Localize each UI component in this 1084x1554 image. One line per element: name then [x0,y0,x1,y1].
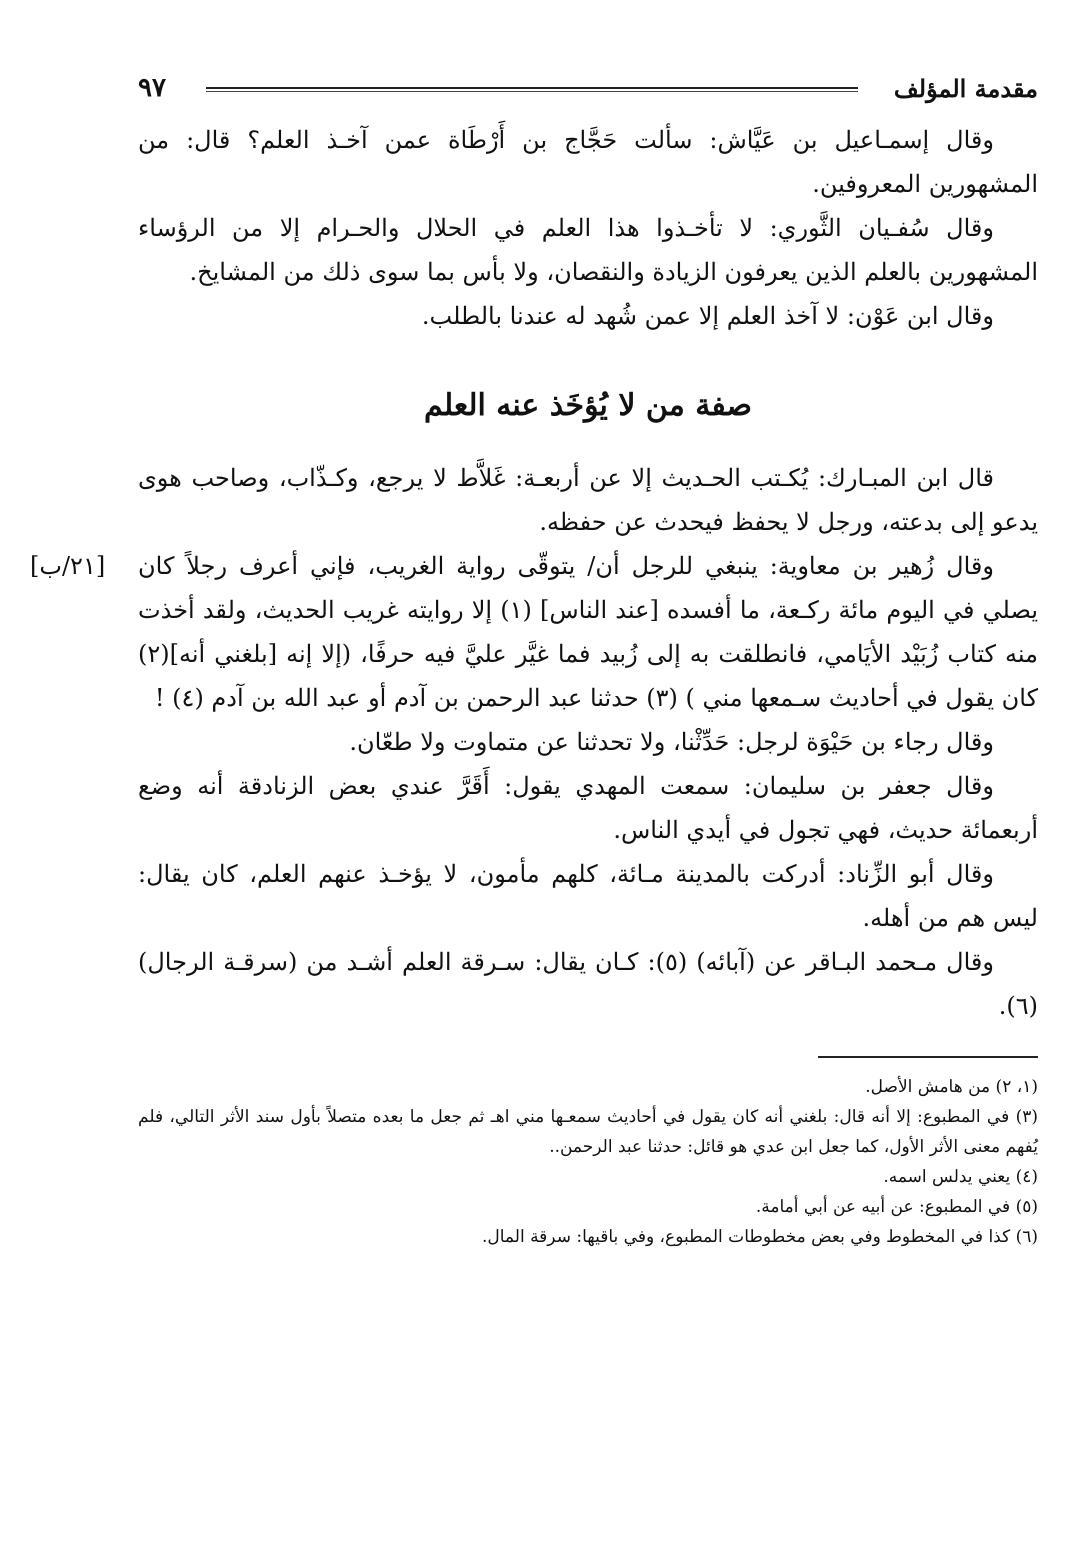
footnote: (٥) في المطبوع: عن أبيه عن أبي أمامة. [755,1197,1038,1217]
paragraph: وقال زُهير بن معاوية: ينبغي للرجل أن/ يتوقّى رواية الغريب، فإني أعرف رجلاً كان يصلي في اليوم مائة ركـعة، ما أفسده [عند الناس] (١) إلا روايته غريب الحديث، ولقد أخذت منه كتاب زُبَيْد الأيَامي، فانطلقت به إلى زُبيد فما غيَّر عليَّ فيه حرفًا، (إلا إنه [بلغني أنه](٢) كان يقول في أحاديث سـمعها مني ) (٣) حدثنا عبد الرحمن بن آدم أو عبد الله بن آدم (٤) ! [138,552,1038,712]
book-page [30,66,1038,1252]
footnote: (٦) كذا في المخطوط وفي بعض مخطوطات المطبوع، وفي باقيها: سرقة المال. [482,1227,1038,1247]
running-header [138,66,1038,110]
paragraph: وقال رجاء بن حَيْوَة لرجل: حَدِّثْنا، ولا تحدثنا عن متماوت ولا طعّان. [349,728,994,756]
section-title: صفة من لا يُؤخَذ عنه العلم [424,388,752,423]
paragraph: وقال ابن عَوْن: لا آخذ العلم إلا عمن شُهد له عندنا بالطلب. [421,302,994,330]
footnotes [138,1072,1038,1252]
paragraph: وقال إسمـاعيل بن عَيَّاش: سألت حَجَّاج بن أَرْطَاة عمن آخـذ العلم؟ قال: من المشهورين المعروفين. [138,126,1038,198]
section-text [30,456,1038,1028]
paragraph: وقال سُفـيان الثَّوري: لا تأخـذوا هذا العلم في الحلال والحـرام إلا من الرؤساء المشهورين بالعلم الذين يعرفون الزيادة والنقصان، ولا بأس بما سوى ذلك من المشايخ. [138,214,1038,286]
main-text [138,118,1038,338]
page-number: ٩٧ [138,73,166,103]
footnote-separator [818,1056,1038,1058]
paragraph: قال ابن المبـارك: يُكـتب الحـديث إلا عن أربعـة: غَلاَّط لا يرجع، وكـذّاب، وصاحب هوى يدعو إلى بدعته، ورجل لا يحفظ فيحدث عن حفظه. [138,464,1038,536]
footnote: (٣) في المطبوع: إلا أنه قال: بلغني أنه كان يقول في أحاديث سمعـها مني اهـ ثم جعل ما بعده متصلاً بأول سند الأثر التالي، فلم يُفهم معنى الأثر الأول، كما جعل ابن عدي هو قائل: حدثنا عبد الرحمن.. [138,1107,1038,1157]
margin-reference: [٢١/ب] [30,552,106,580]
paragraph: وقال مـحمد البـاقر عن (آبائه) (٥): كـان يقال: سـرقة العلم أشـد من (سرقـة الرجال) (٦). [138,948,1038,1020]
paragraph: وقال أبو الزِّناد: أدركت بالمدينة مـائة، كلهم مأمون، لا يؤخـذ عنهم العلم، كان يقال: ليس هم من أهله. [138,860,1038,932]
footnote: (٤) يعني يدلس اسمه. [883,1167,1038,1187]
footnote: (١، ٢) من هامش الأصل. [865,1077,1038,1097]
paragraph: وقال جعفر بن سليمان: سمعت المهدي يقول: أَقَرَّ عندي بعض الزنادقة أنه وضع أربعمائة حديث، فهي تجول في أيدي الناس. [138,772,1038,844]
header-title: مقدمة المؤلف [893,73,1038,103]
header-rule [206,87,858,89]
